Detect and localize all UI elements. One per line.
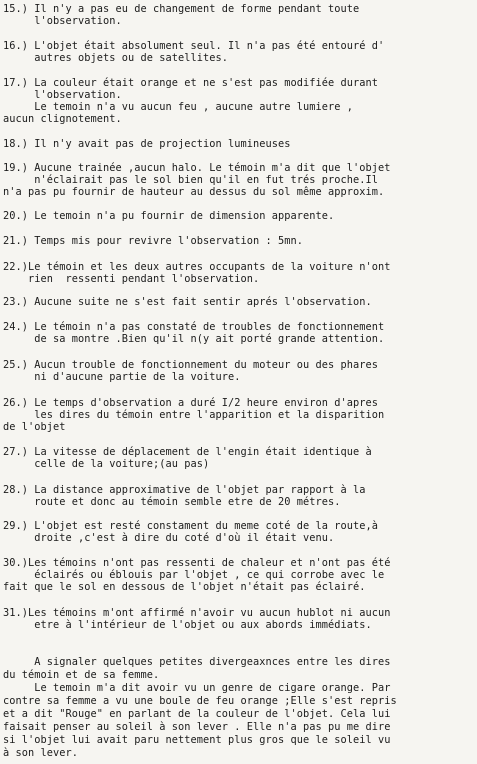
text-line: 18.) Il n'y avait pas de projection lumineuses (3, 138, 291, 150)
paragraph-line: du témoin et de sa femme. (3, 669, 160, 681)
text-line: autres objets ou de satellites. (3, 52, 228, 64)
text-line: 19.) Aucune trainée ,aucun halo. Le témoin m'a dit que l'objet (3, 162, 391, 174)
paragraph-line: Le temoin m'a dit avoir vu un genre de cigare orange. Par (3, 682, 391, 694)
text-line: de sa montre .Bien qu'il n(y ait porté grande attention. (3, 333, 385, 345)
text-line: route et donc au témoin semble etre de 20 métres. (3, 496, 341, 508)
text-line: les dires du témoin entre l'apparition et la disparition (3, 409, 385, 421)
text-line: Le temoin n'a vu aucun feu , aucune autre lumiere , (3, 101, 353, 113)
text-line: de l'objet (3, 421, 66, 433)
text-line: 24.) Le témoin n'a pas constaté de troubles de fonctionnement (3, 321, 385, 333)
text-line: 29.) L'objet est resté constament du meme coté de la route,à (3, 520, 378, 532)
text-line: aucun clignotement. (3, 113, 122, 125)
paragraph-line: A signaler quelques petites divergeaxnces entre les dires (3, 656, 391, 668)
text-line: ni d'aucune partie de la voiture. (3, 371, 241, 383)
paragraph-line: faisait penser au soleil à son lever . Elle n'a pas pu me dire (3, 721, 391, 733)
text-line: rien ressenti pendant l'observation. (3, 273, 260, 285)
text-line: 23.) Aucune suite ne s'est fait sentir aprés l'observation. (3, 296, 372, 308)
text-line: l'observation. (3, 15, 122, 27)
paragraph-line: contre sa femme a vu une boule de feu orange ;Elle s'est repris (3, 695, 397, 707)
text-line: 27.) La vitesse de déplacement de l'engin était identique à (3, 446, 372, 458)
text-line: droite ,c'est à dire du coté d'où il était venu. (3, 532, 335, 544)
text-line: 15.) Il n'y a pas eu de changement de forme pendant toute (3, 3, 360, 15)
text-line: 20.) Le temoin n'a pu fournir de dimension apparente. (3, 210, 335, 222)
text-line: 21.) Temps mis pour revivre l'observation : 5mn. (3, 235, 303, 247)
text-line: n'a pas pu fournir de hauteur au dessus du sol même approxim. (3, 186, 385, 198)
text-line: celle de la voiture;(au pas) (3, 458, 210, 470)
text-line: 30.)Les témoins n'ont pas ressenti de chaleur et n'ont pas été (3, 557, 391, 569)
paragraph-line: et a dit "Rouge" en parlant de la couleur de l'objet. Cela lui (3, 708, 391, 720)
text-line: 22.)Le témoin et les deux autres occupants de la voiture n'ont (3, 261, 391, 273)
text-line: éclairés ou éblouis par l'objet , ce qui corrobe avec le (3, 569, 385, 581)
paragraph-line: à son lever. (3, 747, 78, 759)
text-line: 17.) La couleur était orange et ne s'est pas modifiée durant (3, 77, 378, 89)
text-line: 28.) La distance approximative de l'objet par rapport à la (3, 484, 366, 496)
paragraph-line: si l'objet lui avait paru nettement plus gros que le soleil vu (3, 734, 391, 746)
text-line: 16.) L'objet était absolument seul. Il n'a pas été entouré d' (3, 40, 385, 52)
text-line: l'observation. (3, 89, 122, 101)
text-line: etre à l'intérieur de l'objet ou aux abords immédiats. (3, 619, 372, 631)
text-line: n'éclairait pas le sol bien qu'il en fut trés proche.Il (3, 174, 378, 186)
text-line: 26.) Le temps d'observation a duré I/2 heure environ d'apres (3, 397, 378, 409)
text-line: 31.)Les témoins m'ont affirmé n'avoir vu aucun hublot ni aucun (3, 607, 391, 619)
text-line: 25.) Aucun trouble de fonctionnement du moteur ou des phares (3, 359, 378, 371)
text-line: fait que le sol en dessous de l'objet n'était pas éclairé. (3, 581, 366, 593)
